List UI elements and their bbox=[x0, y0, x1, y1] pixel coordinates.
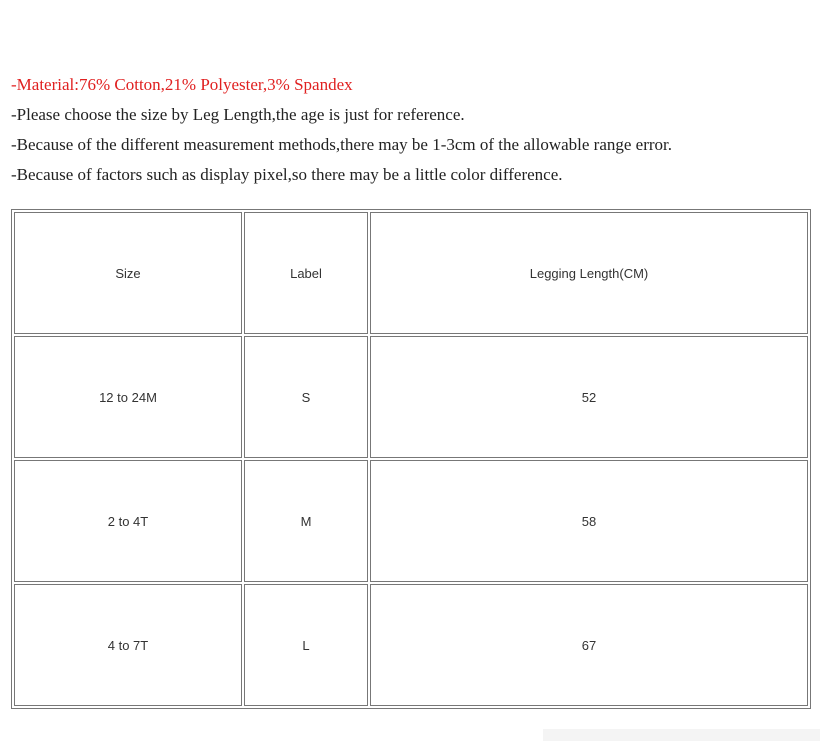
cell-legging-length: 67 bbox=[370, 584, 808, 706]
bottom-edge-strip bbox=[543, 729, 820, 741]
cell-size: 4 to 7T bbox=[14, 584, 242, 706]
cell-legging-length: 52 bbox=[370, 336, 808, 458]
size-chart-table bbox=[11, 209, 811, 709]
table-header-row bbox=[14, 212, 808, 334]
size-choice-note: -Please choose the size by Leg Length,the age is just for reference. bbox=[11, 105, 465, 124]
header-size: Size bbox=[14, 212, 242, 334]
table-row bbox=[14, 460, 808, 582]
cell-size: 2 to 4T bbox=[14, 460, 242, 582]
cell-size: 12 to 24M bbox=[14, 336, 242, 458]
product-notes bbox=[11, 74, 672, 194]
cell-label: L bbox=[244, 584, 368, 706]
table-row bbox=[14, 336, 808, 458]
cell-label: M bbox=[244, 460, 368, 582]
table-row bbox=[14, 584, 808, 706]
cell-legging-length: 58 bbox=[370, 460, 808, 582]
header-legging-length: Legging Length(CM) bbox=[370, 212, 808, 334]
material-note: -Material:76% Cotton,21% Polyester,3% Spandex bbox=[11, 75, 353, 94]
measurement-error-note: -Because of the different measurement methods,there may be 1-3cm of the allowable range error. bbox=[11, 135, 672, 154]
color-difference-note: -Because of factors such as display pixel,so there may be a little color difference. bbox=[11, 165, 563, 184]
cell-label: S bbox=[244, 336, 368, 458]
header-label: Label bbox=[244, 212, 368, 334]
